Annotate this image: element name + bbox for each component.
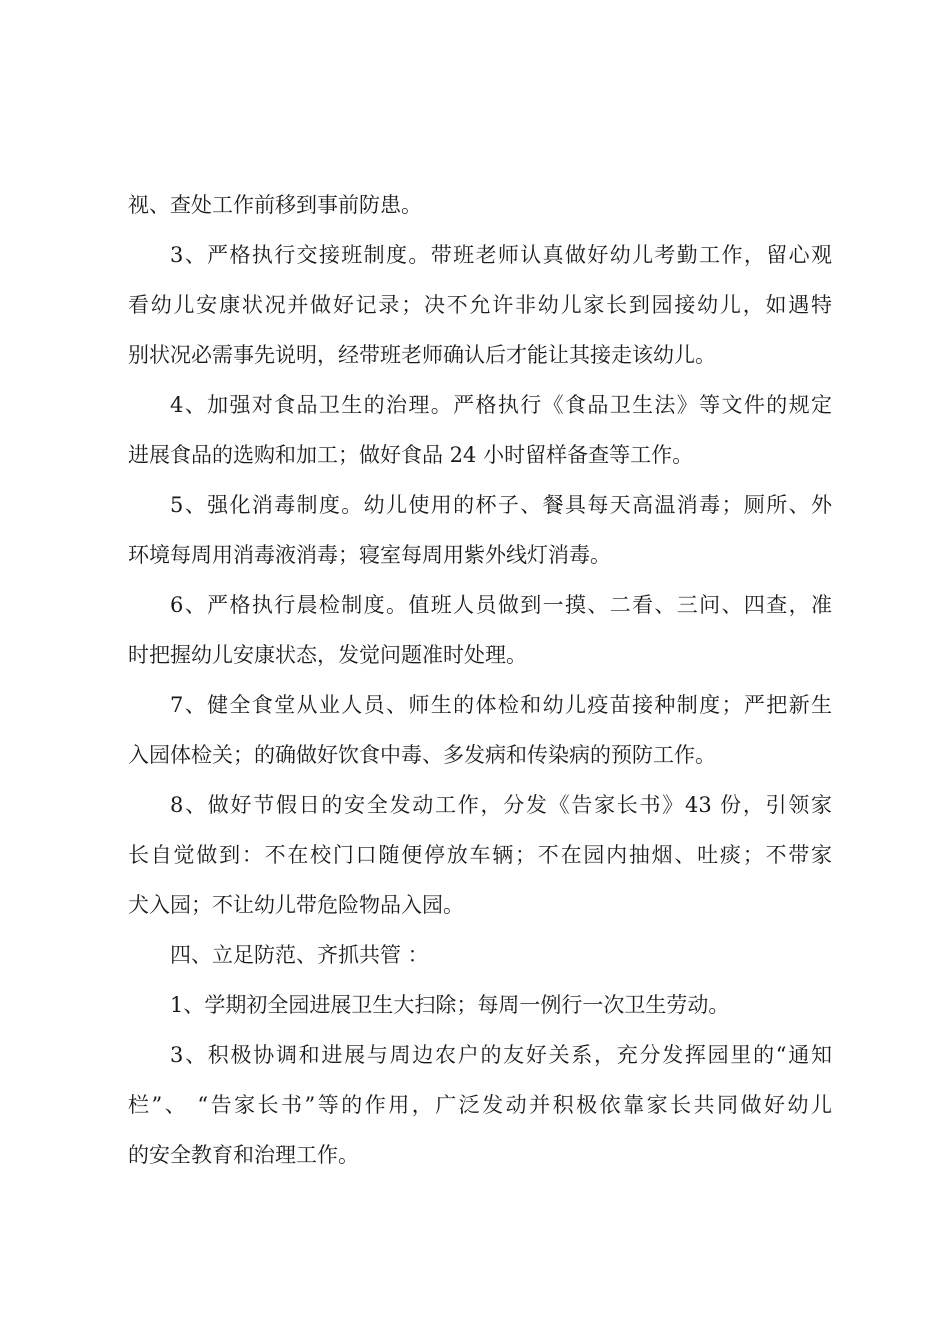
paragraph-4-line-1: 4、加强对食品卫生的治理。严格执行《食品卫生法》等文件的规定 <box>170 393 832 417</box>
section-heading: 四、立足防范、齐抓共管 ： <box>170 943 429 967</box>
paragraph-3-line-3: 别状况必需事先说明，经带班老师确认后才能让其接走该幼儿。 <box>128 343 716 367</box>
paragraph-8-line-1: 8、做好节假日的安全发动工作，分发《告家长书》43 份，引领家 <box>170 793 832 817</box>
paragraph-8-line-3: 犬入园；不让幼儿带危险物品入园。 <box>128 893 464 917</box>
section-item-3-line-1: 3、积极协调和进展与周边农户的友好关系，充分发挥园里的“通知 <box>170 1043 832 1067</box>
paragraph-3-line-2: 看幼儿安康状况并做好记录；决不允许非幼儿家长到园接幼儿，如遇特 <box>128 293 832 317</box>
paragraph-4-line-2: 进展食品的选购和加工；做好食品 24 小时留样备查等工作。 <box>128 443 694 467</box>
paragraph-6-line-1: 6、严格执行晨检制度。值班人员做到一摸、二看、三问、四查，准 <box>170 593 832 617</box>
paragraph-line-1: 视、查处工作前移到事前防患。 <box>128 193 422 217</box>
paragraph-7-line-2: 入园体检关；的确做好饮食中毒、多发病和传染病的预防工作。 <box>128 743 716 767</box>
paragraph-8-line-2: 长自觉做到：不在校门口随便停放车辆；不在园内抽烟、吐痰；不带家 <box>128 843 832 867</box>
paragraph-7-line-1: 7、健全食堂从业人员、师生的体检和幼儿疫苗接种制度；严把新生 <box>170 693 832 717</box>
section-item-3-line-2: 栏”、 “告家长书”等的作用，广泛发动并积极依靠家长共同做好幼儿 <box>128 1093 832 1117</box>
paragraph-5-line-2: 环境每周用消毒液消毒；寝室每周用紫外线灯消毒。 <box>128 543 611 567</box>
paragraph-3-line-1: 3、严格执行交接班制度。带班老师认真做好幼儿考勤工作，留心观 <box>170 243 832 267</box>
section-item-1-line-1: 1、学期初全园进展卫生大扫除；每周一例行一次卫生劳动。 <box>170 993 730 1017</box>
section-item-3-line-3: 的安全教育和治理工作。 <box>128 1143 359 1167</box>
paragraph-5-line-1: 5、强化消毒制度。幼儿使用的杯子、餐具每天高温消毒；厕所、外 <box>170 493 832 517</box>
paragraph-6-line-2: 时把握幼儿安康状态，发觉问题准时处理。 <box>128 643 527 667</box>
